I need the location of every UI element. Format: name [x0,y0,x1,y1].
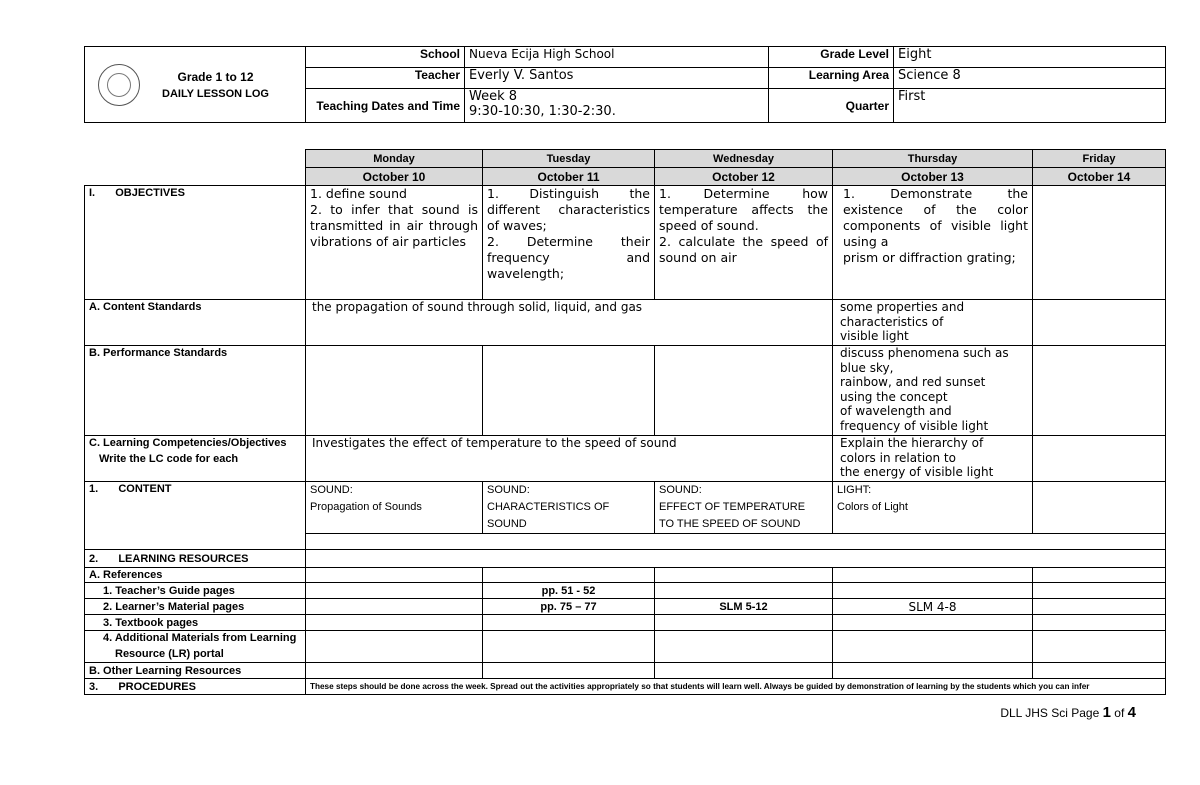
date-wednesday: October 12 [655,168,833,186]
footer-of: of [1114,706,1125,720]
content-line: SOUND: [487,484,530,496]
performance-standards-line: frequency of visible light [840,418,989,433]
textbook-pages-label: 3. Textbook pages [85,615,306,631]
content-label [85,482,306,550]
procedures-num: 3. [89,680,99,693]
competencies-line: colors in relation to [840,450,956,465]
grade-level-value: Eight [894,47,1166,68]
content-thursday [833,482,1033,534]
objectives-num: I. [89,187,96,199]
learners-material-wednesday: SLM 5-12 [655,599,833,615]
objective-item: 1. Distinguish the different characteristics of waves; [487,186,650,233]
page-footer [1000,704,1136,721]
cell [1033,583,1166,599]
cell [655,663,833,679]
cell [655,568,833,583]
grade-level-label: Grade Level [769,47,894,68]
procedures-note: These steps should be done across the week. Spread out the activities appropriately so that students will learn well. Always be guided by demonstration of learning by the students which you can infer [306,679,1166,695]
week-value: Week 8 [469,89,518,104]
footer-page-total: 4 [1127,704,1136,721]
school-label: School [306,47,465,68]
quarter-label: Quarter [769,89,894,123]
content-line: Propagation of Sounds [310,501,422,513]
objective-item: prism or diffraction grating; [843,250,1016,265]
objectives-wednesday [655,186,833,300]
footer-prefix: DLL JHS Sci Page [1000,706,1100,720]
day-friday: Friday [1033,150,1166,168]
objectives-label [85,186,306,300]
header-table [84,46,1166,123]
teachers-guide-tuesday: pp. 51 - 52 [483,583,655,599]
performance-standards-label: B. Performance Standards [85,346,306,436]
blank-corner [85,150,306,168]
date-friday: October 14 [1033,168,1166,186]
deped-seal-icon [98,64,140,106]
resources-text: LEARNING RESOURCES [118,552,249,565]
content-num: 1. [89,483,99,495]
learning-area-value: Science 8 [894,68,1166,89]
cell [483,615,655,631]
content-friday [1033,482,1166,534]
day-thursday: Thursday [833,150,1033,168]
other-resources-label: B. Other Learning Resources [85,663,306,679]
content-line: CHARACTERISTICS OF [487,501,610,513]
content-blank-row [306,534,1166,550]
objectives-text: OBJECTIVES [115,187,185,199]
learning-resources-row [306,550,1166,568]
log-title: Grade 1 to 12 [177,69,254,84]
logo-cell [85,47,306,123]
performance-standards-tuesday [483,346,655,436]
objective-item: 1. Demonstrate the existence of the color components of visible light using a [843,186,1028,249]
cell [306,568,483,583]
performance-standards-line: blue sky, [840,360,894,375]
content-line: EFFECT OF TEMPERATURE [659,501,806,513]
competencies-line: the energy of visible light [840,465,994,479]
additional-materials-line: Resource (LR) portal [115,648,224,660]
content-line: Colors of Light [837,501,908,513]
performance-standards-monday [306,346,483,436]
day-monday: Monday [306,150,483,168]
content-standards-thursday [833,300,1033,346]
learning-resources-label [85,550,306,568]
objective-item: 2. to infer that sound is transmitted in air through vibrations of air particles [310,202,478,249]
content-line: SOUND: [659,484,702,496]
teacher-value: Everly V. Santos [465,68,769,89]
content-wednesday [655,482,833,534]
cell [306,583,483,599]
content-line: SOUND [487,518,527,530]
performance-standards-line: using the concept [840,389,948,404]
footer-page-number: 1 [1102,704,1111,721]
teachers-guide-label: 1. Teacher’s Guide pages [85,583,306,599]
cell [1033,568,1166,583]
performance-standards-line: rainbow, and red sunset [840,375,986,389]
objective-item: 1. Determine how temperature affects the speed of sound. [659,186,828,233]
objectives-monday [306,186,483,300]
content-line: LIGHT: [837,484,872,496]
day-wednesday: Wednesday [655,150,833,168]
cell [483,663,655,679]
cell [1033,599,1166,615]
content-line: SOUND: [310,484,353,496]
competencies-thursday [833,436,1033,482]
objective-item: 2. Determine their frequency and wavelength; [487,234,650,281]
blank-corner-2 [85,168,306,186]
performance-standards-wednesday [655,346,833,436]
log-subtitle: DAILY LESSON LOG [162,87,269,100]
objectives-thursday [833,186,1033,300]
cell [483,631,655,663]
cell [833,663,1033,679]
time-value: 9:30-10:30, 1:30-2:30. [469,104,616,119]
objective-item: 2. calculate the speed of sound on air [659,234,828,265]
content-standards-friday [1033,300,1166,346]
cell [655,615,833,631]
school-value: Nueva Ecija High School [465,47,769,68]
procedures-label [85,679,306,695]
procedures-text: PROCEDURES [118,680,196,693]
performance-standards-friday [1033,346,1166,436]
objectives-friday [1033,186,1166,300]
cell [833,568,1033,583]
cell [833,615,1033,631]
cell [306,631,483,663]
cell [306,615,483,631]
cell [1033,615,1166,631]
content-standards-line: visible light [840,329,909,343]
cell [1033,663,1166,679]
date-tuesday: October 11 [483,168,655,186]
performance-standards-thursday [833,346,1033,436]
cell [833,583,1033,599]
cell [833,631,1033,663]
performance-standards-line: of wavelength and [840,404,952,418]
cell [1033,631,1166,663]
learners-material-label: 2. Learner’s Material pages [85,599,306,615]
competencies-label [85,436,306,482]
teaching-dates-label: Teaching Dates and Time [306,89,465,123]
content-standards-mon-wed: the propagation of sound through solid, liquid, and gas [306,300,833,346]
competencies-line: Explain the hierarchy of [840,436,984,450]
day-tuesday: Tuesday [483,150,655,168]
cell [306,599,483,615]
learners-material-tuesday: pp. 75 – 77 [483,599,655,615]
additional-materials-line: 4. Additional Materials from Learning [103,632,297,644]
content-monday [306,482,483,534]
cell [483,568,655,583]
content-line: TO THE SPEED OF SOUND [659,518,801,530]
competencies-label-line: C. Learning Competencies/Objectives [89,437,287,449]
date-thursday: October 13 [833,168,1033,186]
learners-material-thursday: SLM 4-8 [833,599,1033,615]
content-standards-line: characteristics of [840,314,944,329]
performance-standards-line: discuss phenomena such as [840,346,1009,360]
resources-num: 2. [89,552,99,565]
teaching-dates-value [465,89,769,123]
additional-materials-label [85,631,306,663]
objectives-tuesday [483,186,655,300]
cell [306,663,483,679]
quarter-value: First [894,89,1166,123]
content-standards-label: A. Content Standards [85,300,306,346]
content-text: CONTENT [118,483,172,495]
cell [655,631,833,663]
competencies-friday [1033,436,1166,482]
references-label: A. References [85,568,306,583]
learning-area-label: Learning Area [769,68,894,89]
competencies-label-line: Write the LC code for each [99,453,239,465]
competencies-mon-wed: Investigates the effect of temperature to the speed of sound [306,436,833,482]
cell [655,583,833,599]
content-standards-line: some properties and [840,300,965,314]
objective-item: 1. define sound [310,186,407,201]
lesson-log-table [84,149,1166,695]
date-monday: October 10 [306,168,483,186]
content-tuesday [483,482,655,534]
teacher-label: Teacher [306,68,465,89]
